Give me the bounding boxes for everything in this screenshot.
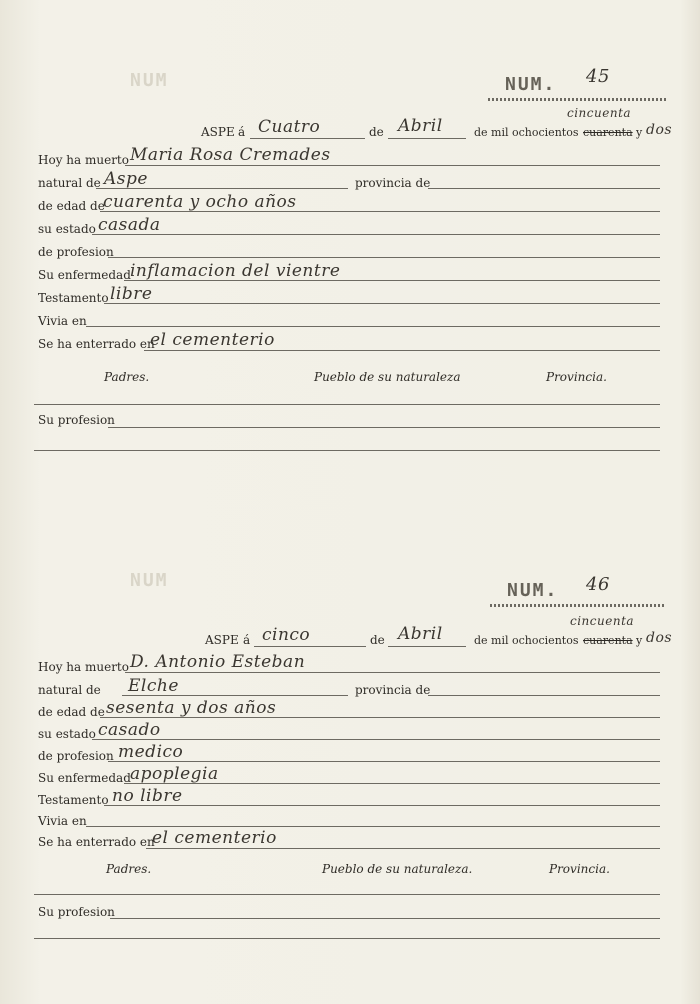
month-line — [388, 138, 466, 139]
illness-line — [124, 280, 660, 281]
record-number-label: NUM. — [507, 580, 559, 601]
residence-label: Vivia en — [38, 314, 87, 328]
residence-label: Vivia en — [38, 814, 87, 828]
status-line — [92, 234, 660, 235]
year-units: dos — [646, 630, 673, 646]
day-line — [250, 138, 365, 139]
residence-line — [86, 826, 660, 827]
will-line — [104, 805, 660, 806]
profession-label: de profesion — [38, 749, 114, 763]
parents-profession-line — [108, 427, 660, 428]
status-label: su estado — [38, 222, 96, 236]
profession-line — [108, 761, 660, 762]
town-label: ASPE — [205, 633, 239, 647]
natural-line — [122, 695, 348, 696]
will-label: Testamento — [38, 793, 109, 807]
month-de: de — [369, 125, 384, 139]
natural-line — [96, 188, 348, 189]
will-line — [104, 303, 660, 304]
province-label: provincia de — [355, 683, 431, 697]
profession-value: medico — [118, 742, 184, 762]
burial-value: el cementerio — [150, 330, 275, 350]
town-a: á — [243, 633, 251, 647]
deceased-line — [125, 165, 660, 166]
year-y: y — [636, 126, 643, 139]
burial-label: Se ha enterrado en — [38, 337, 155, 351]
will-value: libre — [110, 284, 153, 304]
age-label: de edad de — [38, 705, 105, 719]
deceased-value: D. Antonio Esteban — [130, 652, 306, 672]
status-line — [92, 739, 660, 740]
month-de: de — [370, 633, 385, 647]
province-line — [428, 188, 660, 189]
profession-label: de profesion — [38, 245, 114, 259]
burial-line — [146, 848, 660, 849]
status-value: casada — [98, 215, 161, 235]
status-label: su estado — [38, 727, 96, 741]
month-line — [388, 646, 466, 647]
year-insert: cincuenta — [567, 106, 632, 120]
hometown-header: Pueblo de su naturaleza — [314, 370, 461, 384]
burial-label: Se ha enterrado en — [38, 835, 155, 849]
province-header: Provincia. — [549, 862, 610, 876]
will-label: Testamento — [38, 291, 109, 305]
deceased-label: Hoy ha muerto — [38, 153, 129, 167]
year-struck: cuarenta — [583, 126, 633, 139]
deceased-value: Maria Rosa Cremades — [130, 145, 331, 165]
record-end-line — [34, 450, 660, 451]
record-end-line — [34, 938, 660, 939]
parents-header: Padres. — [104, 370, 150, 384]
year-prefix: de mil ochocientos — [474, 634, 579, 647]
bleed-through-mark: NUM — [130, 70, 169, 91]
natural-value: Elche — [128, 676, 179, 696]
parents-header: Padres. — [106, 862, 152, 876]
record-number-underline — [490, 604, 666, 607]
year-struck: cuarenta — [583, 634, 633, 647]
illness-line — [124, 783, 660, 784]
province-line — [428, 695, 660, 696]
age-value: cuarenta y ocho años — [103, 192, 297, 212]
bleed-through-mark: NUM — [130, 570, 169, 591]
province-label: provincia de — [355, 176, 431, 190]
parents-profession-label: Su profesion — [38, 413, 115, 427]
natural-value: Aspe — [104, 169, 148, 189]
will-value: no libre — [112, 786, 183, 806]
record-number-underline — [488, 98, 666, 101]
natural-label: natural de — [38, 176, 101, 190]
deceased-line — [125, 672, 660, 673]
parents-profession-label: Su profesion — [38, 905, 115, 919]
record-number-value: 45 — [586, 66, 610, 87]
illness-label: Su enfermedad — [38, 771, 131, 785]
burial-line — [144, 350, 660, 351]
year-units: dos — [646, 122, 673, 138]
year-y: y — [636, 634, 643, 647]
record-number-value: 46 — [586, 574, 610, 595]
day-value: Cuatro — [258, 117, 321, 137]
natural-label: natural de — [38, 683, 101, 697]
age-value: sesenta y dos años — [106, 698, 277, 718]
town-a: á — [238, 125, 246, 139]
profession-line — [108, 257, 660, 258]
day-line — [254, 646, 366, 647]
status-value: casado — [98, 720, 161, 740]
month-value: Abril — [398, 116, 443, 136]
illness-value: apoplegia — [130, 764, 219, 784]
year-insert: cincuenta — [570, 614, 635, 628]
illness-label: Su enfermedad — [38, 268, 131, 282]
parents-line — [34, 404, 660, 405]
age-line — [100, 717, 660, 718]
record-number-label: NUM. — [505, 74, 557, 95]
parents-line — [34, 894, 660, 895]
province-header: Provincia. — [546, 370, 607, 384]
month-value: Abril — [398, 624, 443, 644]
deceased-label: Hoy ha muerto — [38, 660, 129, 674]
parents-profession-line — [110, 918, 660, 919]
residence-line — [86, 326, 660, 327]
day-value: cinco — [262, 625, 311, 645]
illness-value: inflamacion del vientre — [130, 261, 341, 281]
town-label: ASPE — [201, 125, 235, 139]
age-line — [100, 211, 660, 212]
burial-value: el cementerio — [152, 828, 277, 848]
hometown-header: Pueblo de su naturaleza. — [322, 862, 473, 876]
year-prefix: de mil ochocientos — [474, 126, 579, 139]
age-label: de edad de — [38, 199, 105, 213]
